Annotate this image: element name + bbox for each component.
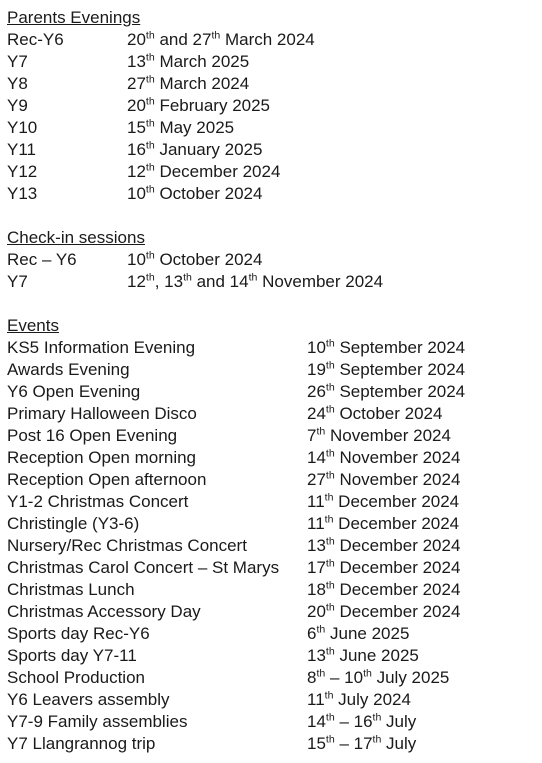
ordinal-suffix: th	[145, 139, 155, 152]
row-label: School Production	[7, 668, 145, 687]
row-date	[127, 51, 249, 73]
row-label: Y10	[7, 118, 38, 137]
date-text: 17	[307, 558, 326, 577]
row-label: KS5 Information Evening	[7, 338, 196, 357]
row-date	[127, 95, 270, 117]
date-text: July	[381, 734, 417, 753]
date-text: December 2024	[334, 558, 461, 577]
schedule-row	[7, 557, 542, 579]
row-date	[307, 645, 419, 667]
row-label: Y1-2 Christmas Concert	[7, 492, 189, 511]
row-label: Y11	[7, 140, 36, 159]
row-label: Reception Open morning	[7, 448, 197, 467]
date-text: October 2024	[154, 184, 263, 203]
schedule-row	[7, 183, 542, 205]
row-date	[307, 447, 460, 469]
row-date	[127, 73, 249, 95]
row-label: Y12	[7, 162, 38, 181]
date-text: – 10	[325, 668, 364, 687]
date-text: 20	[127, 96, 146, 115]
ordinal-suffix: th	[145, 51, 155, 64]
row-label: Christmas Accessory Day	[7, 602, 201, 621]
row-label: Rec – Y6	[7, 250, 77, 269]
date-text: 24	[307, 404, 326, 423]
parents-evenings-list	[7, 29, 542, 205]
schedule-row	[7, 579, 542, 601]
ordinal-suffix: th	[325, 359, 335, 372]
date-text: September 2024	[334, 338, 466, 357]
date-text: November 2024	[334, 470, 461, 489]
schedule-row	[7, 161, 542, 183]
ordinal-suffix: th	[145, 29, 155, 42]
date-text: 12	[127, 272, 146, 291]
row-date	[127, 271, 383, 293]
schedule-row	[7, 711, 542, 733]
ordinal-suffix: th	[248, 271, 258, 284]
date-text: March 2024	[154, 74, 250, 93]
date-text: July	[381, 712, 417, 731]
ordinal-suffix: th	[211, 29, 221, 42]
row-date	[307, 711, 416, 733]
date-text: and 14	[191, 272, 249, 291]
date-text: December 2024	[334, 536, 461, 555]
schedule-row	[7, 447, 542, 469]
row-label: Post 16 Open Evening	[7, 426, 178, 445]
date-text: May 2025	[154, 118, 235, 137]
ordinal-suffix: th	[145, 249, 155, 262]
ordinal-suffix: th	[183, 271, 192, 284]
ordinal-suffix: th	[325, 579, 335, 592]
section-spacer	[7, 205, 542, 227]
date-text: November 2024	[334, 448, 461, 467]
row-label: Y6 Open Evening	[7, 382, 141, 401]
date-text: November 2024	[325, 426, 451, 445]
row-date	[127, 249, 262, 271]
schedule-row	[7, 249, 542, 271]
row-label: Christmas Carol Concert – St Marys	[7, 558, 280, 577]
section-heading: Parents Evenings	[7, 8, 141, 27]
row-label: Primary Halloween Disco	[7, 404, 197, 423]
parents-evenings-section	[7, 7, 542, 205]
row-date	[307, 381, 465, 403]
date-text: 26	[307, 382, 326, 401]
row-label: Y7	[7, 52, 28, 71]
ordinal-suffix: th	[316, 623, 326, 636]
checkin-sessions-section	[7, 227, 542, 293]
row-date	[307, 601, 460, 623]
row-date	[307, 689, 411, 711]
date-text: July 2025	[371, 668, 450, 687]
date-text: – 17	[334, 734, 373, 753]
schedule-row	[7, 337, 542, 359]
row-date	[127, 29, 315, 51]
date-text: 8	[307, 668, 317, 687]
date-text: 10	[127, 250, 146, 269]
schedule-row	[7, 381, 542, 403]
date-text: 13	[307, 536, 326, 555]
ordinal-suffix: th	[145, 183, 155, 196]
schedule-row	[7, 601, 542, 623]
schedule-row	[7, 689, 542, 711]
row-label: Y6 Leavers assembly	[7, 690, 170, 709]
date-text: October 2024	[154, 250, 263, 269]
ordinal-suffix: th	[325, 711, 335, 724]
ordinal-suffix: th	[145, 73, 155, 86]
date-text: 10	[307, 338, 326, 357]
row-date	[307, 733, 416, 755]
date-text: 20	[127, 30, 146, 49]
date-text: November 2024	[257, 272, 384, 291]
date-text: January 2025	[154, 140, 263, 159]
row-date	[307, 667, 449, 689]
row-date	[307, 513, 459, 535]
date-text: 14	[307, 712, 326, 731]
ordinal-suffix: th	[325, 733, 335, 746]
row-label: Nursery/Rec Christmas Concert	[7, 536, 247, 555]
row-date	[307, 359, 465, 381]
section-heading: Check-in sessions	[7, 228, 145, 247]
events-section	[7, 315, 542, 755]
schedule-row	[7, 645, 542, 667]
date-text: February 2025	[154, 96, 271, 115]
row-date	[127, 161, 280, 183]
date-text: 16	[127, 140, 146, 159]
date-text: June 2025	[334, 646, 419, 665]
date-text: , 13	[154, 272, 184, 291]
date-text: September 2024	[334, 382, 466, 401]
row-label: Awards Evening	[7, 360, 130, 379]
checkin-sessions-list	[7, 249, 542, 293]
row-date	[127, 117, 234, 139]
date-text: 15	[127, 118, 146, 137]
date-text: 18	[307, 580, 326, 599]
date-text: 10	[127, 184, 146, 203]
row-label: Christingle (Y3-6)	[7, 514, 140, 533]
date-text: 6	[307, 624, 317, 643]
schedule-row	[7, 29, 542, 51]
date-text: October 2024	[334, 404, 443, 423]
section-spacer	[7, 293, 542, 315]
schedule-row	[7, 95, 542, 117]
date-text: – 16	[334, 712, 373, 731]
row-date	[307, 579, 460, 601]
date-text: December 2024	[333, 514, 460, 533]
date-text: 19	[307, 360, 326, 379]
ordinal-suffix: th	[324, 513, 334, 526]
row-date	[307, 557, 460, 579]
ordinal-suffix: th	[316, 425, 326, 438]
date-text: June 2025	[325, 624, 410, 643]
row-date	[307, 425, 451, 447]
ordinal-suffix: th	[325, 469, 335, 482]
row-label: Y9	[7, 96, 28, 115]
ordinal-suffix: th	[145, 161, 155, 174]
date-text: 15	[307, 734, 326, 753]
row-date	[307, 491, 459, 513]
date-text: March 2025	[154, 52, 250, 71]
row-label: Reception Open afternoon	[7, 470, 207, 489]
events-list	[7, 337, 542, 755]
ordinal-suffix: th	[324, 491, 334, 504]
schedule-row	[7, 623, 542, 645]
ordinal-suffix: th	[325, 601, 335, 614]
schedule-row	[7, 667, 542, 689]
ordinal-suffix: th	[363, 667, 372, 680]
row-label: Sports day Rec-Y6	[7, 624, 150, 643]
row-date	[307, 337, 465, 359]
date-text: 11	[307, 514, 325, 533]
date-text: September 2024	[334, 360, 466, 379]
ordinal-suffix: th	[325, 447, 335, 460]
schedule-row	[7, 139, 542, 161]
schedule-row	[7, 425, 542, 447]
row-date	[307, 535, 460, 557]
row-label: Y8	[7, 74, 28, 93]
date-text: 27	[127, 74, 146, 93]
schedule-row	[7, 73, 542, 95]
ordinal-suffix: th	[145, 117, 155, 130]
schedule-row	[7, 513, 542, 535]
ordinal-suffix: th	[372, 711, 382, 724]
date-text: 11	[307, 492, 325, 511]
schedule-row	[7, 271, 542, 293]
row-label: Y7-9 Family assemblies	[7, 712, 188, 731]
row-label: Y13	[7, 184, 38, 203]
date-text: 7	[307, 426, 317, 445]
ordinal-suffix: th	[325, 381, 335, 394]
row-date	[127, 183, 262, 205]
date-text: December 2024	[334, 580, 461, 599]
date-text: 13	[307, 646, 326, 665]
row-label: Y7	[7, 272, 28, 291]
schedule-row	[7, 733, 542, 755]
date-text: 13	[127, 52, 146, 71]
ordinal-suffix: th	[325, 403, 335, 416]
ordinal-suffix: th	[325, 645, 335, 658]
schedule-row	[7, 51, 542, 73]
row-label: Christmas Lunch	[7, 580, 135, 599]
date-text: July 2024	[333, 690, 411, 709]
schedule-row	[7, 117, 542, 139]
date-text: 20	[307, 602, 326, 621]
ordinal-suffix: th	[325, 337, 335, 350]
schedule-row	[7, 491, 542, 513]
row-date	[307, 403, 442, 425]
schedule-row	[7, 535, 542, 557]
ordinal-suffix: th	[145, 271, 155, 284]
ordinal-suffix: th	[325, 535, 335, 548]
ordinal-suffix: th	[145, 95, 155, 108]
ordinal-suffix: th	[325, 557, 335, 570]
date-text: December 2024	[154, 162, 281, 181]
ordinal-suffix: th	[316, 667, 326, 680]
row-label: Rec-Y6	[7, 30, 64, 49]
row-label: Sports day Y7-11	[7, 646, 137, 665]
schedule-row	[7, 469, 542, 491]
ordinal-suffix: th	[372, 733, 382, 746]
row-label: Y7 Llangrannog trip	[7, 734, 156, 753]
schedule-row	[7, 403, 542, 425]
date-text: 12	[127, 162, 146, 181]
row-date	[127, 139, 262, 161]
date-text: December 2024	[334, 602, 461, 621]
date-text: 27	[307, 470, 326, 489]
row-date	[307, 623, 409, 645]
section-heading: Events	[7, 316, 59, 335]
date-text: 11	[307, 690, 325, 709]
ordinal-suffix: th	[324, 689, 334, 702]
date-text: March 2024	[220, 30, 315, 49]
schedule-row	[7, 359, 542, 381]
row-date	[307, 469, 460, 491]
date-text: 14	[307, 448, 326, 467]
date-text: and 27	[154, 30, 212, 49]
date-text: December 2024	[333, 492, 460, 511]
